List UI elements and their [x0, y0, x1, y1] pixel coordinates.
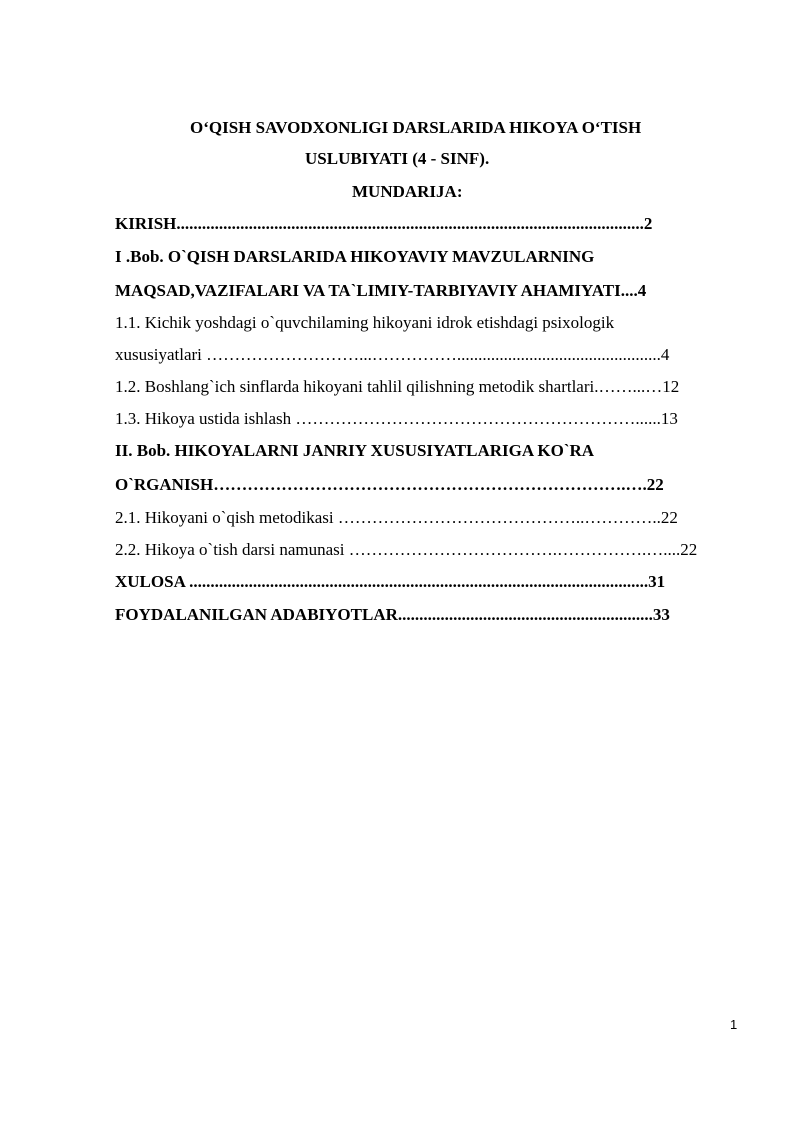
toc-heading: MUNDARIJA: [352, 182, 463, 201]
title-line-2: USLUBIYATI (4 - SINF). [305, 149, 490, 168]
toc-entry-1-1-cont: xususiyatlari ………………………...……………................................................4 [115, 345, 670, 364]
toc-entry-conclusion: XULOSA ............................................................................................................31 [115, 572, 666, 591]
toc-entry-1-2: 1.2. Boshlang`ich sinflarda hikoyani tahlil qilishning metodik shartlari.……...…12 [115, 377, 680, 396]
toc-entry-chapter-2-cont: O`RGANISH……………………………………………………………….….22 [115, 475, 664, 494]
toc-entry-chapter-1-cont: MAQSAD,VAZIFALARI VA TA`LIMIY-TARBIYAVIY AHAMIYATI....4 [115, 281, 647, 300]
toc-entry-introduction: KIRISH..............................................................................................................2 [115, 214, 653, 233]
page-number: 1 [730, 1017, 738, 1032]
toc-entry-chapter-1: I .Bob. O`QISH DARSLARIDA HIKOYAVIY MAVZULARNING [115, 247, 595, 266]
toc-entry-chapter-2: II. Bob. HIKOYALARNI JANRIY XUSUSIYATLARIGA KO`RA [115, 441, 595, 460]
toc-entry-1-1: 1.1. Kichik yoshdagi o`quvchilaming hikoyani idrok etishdagi psixologik [115, 313, 615, 332]
toc-entry-2-2: 2.2. Hikoya o`tish darsi namunasi ……………………………….…………….…....22 [115, 540, 698, 559]
toc-entry-references: FOYDALANILGAN ADABIYOTLAR............................................................33 [115, 605, 670, 624]
toc-entry-1-3: 1.3. Hikoya ustida ishlash ……………………………………………………......13 [115, 409, 678, 428]
title-line-1: O‘QISH SAVODXONLIGI DARSLARIDA HIKOYA O‘TISH [190, 118, 642, 137]
toc-entry-2-1: 2.1. Hikoyani o`qish metodikasi ……………………………………..…………..22 [115, 508, 678, 527]
